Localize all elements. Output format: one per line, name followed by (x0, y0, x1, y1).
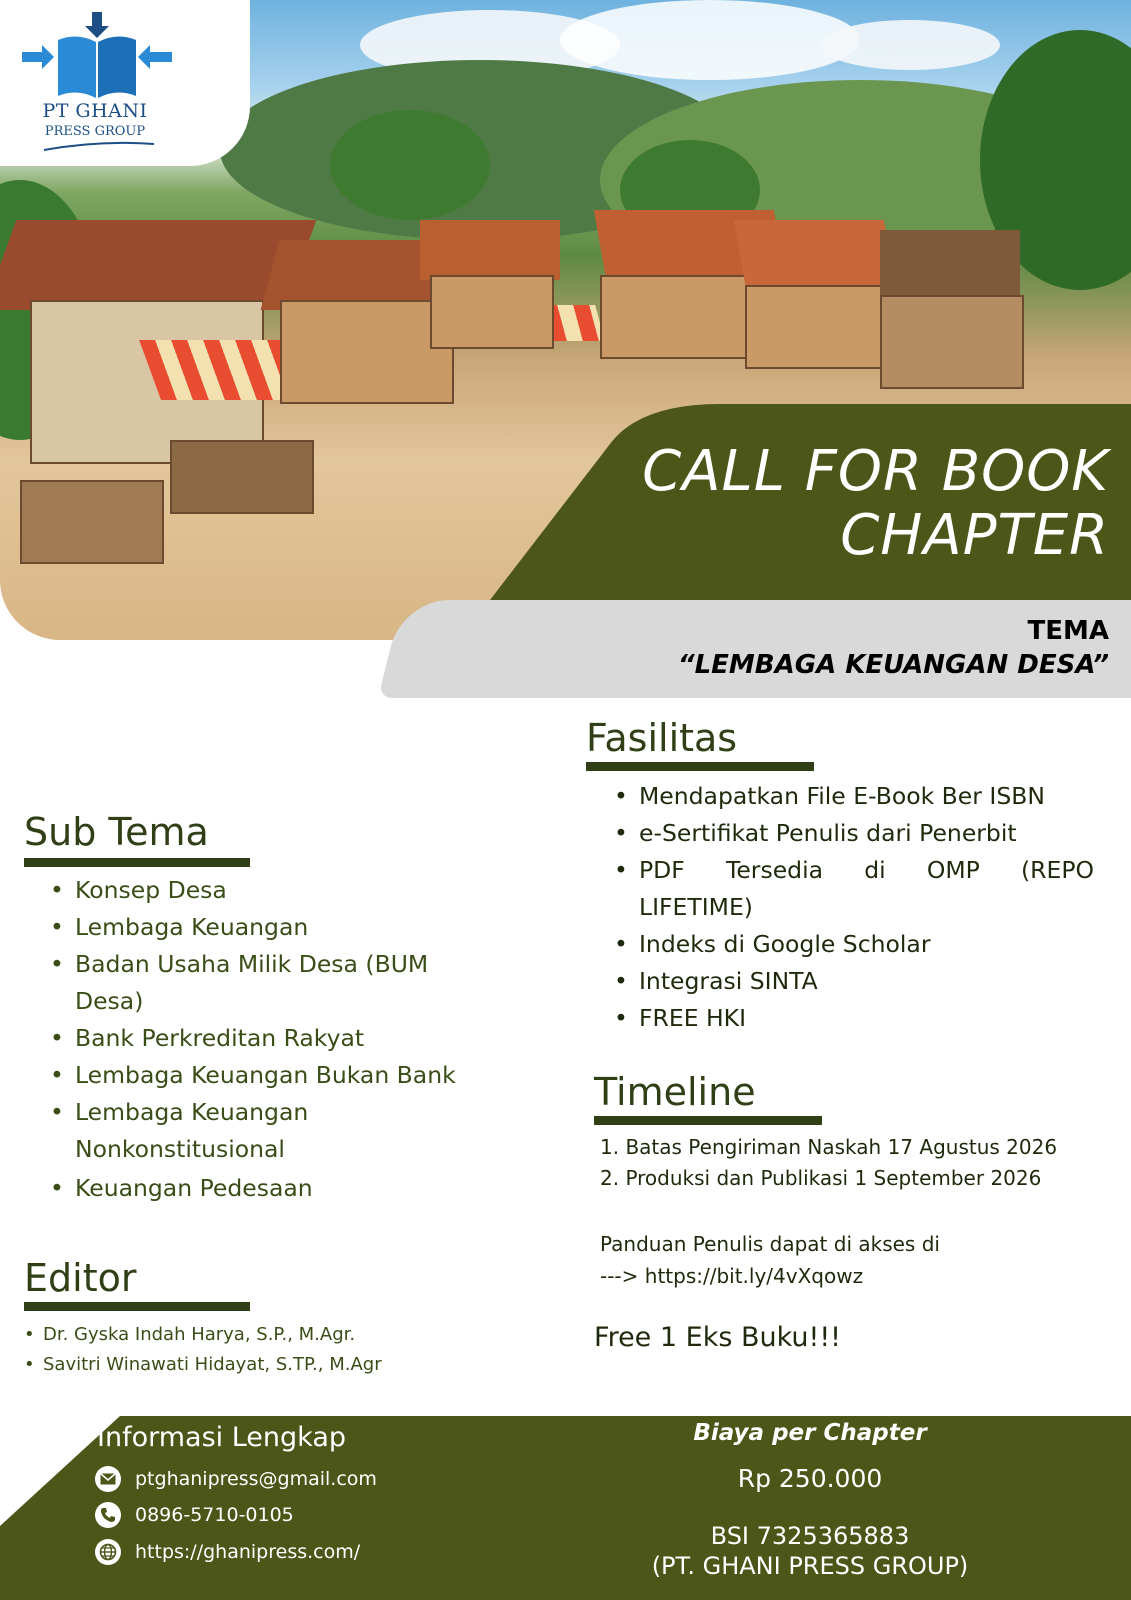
list-item: • e-Sertifikat Penulis dari Penerbit (614, 815, 1094, 852)
open-book-arrows-icon (22, 12, 172, 102)
timeline-underline (594, 1116, 822, 1125)
list-item: • Keuangan Pedesaan (50, 1170, 490, 1207)
list-item: • Mendapatkan File E-Book Ber ISBN (614, 778, 1094, 815)
list-item: • Lembaga Keuangan Bukan Bank (50, 1057, 490, 1094)
fasilitas-heading: Fasilitas (586, 716, 738, 760)
tema-pill (378, 600, 1131, 698)
bank-account: BSI 7325365883 (710, 1522, 910, 1550)
contact-phone[interactable] (95, 1500, 294, 1530)
timeline-item: 1. Batas Pengiriman Naskah 17 Agustus 2026 (600, 1135, 1058, 1159)
tema-value: “LEMBAGA KEUANGAN DESA” (677, 650, 1109, 680)
bank-account-holder: (PT. GHANI PRESS GROUP) (651, 1552, 969, 1580)
list-item: • Lembaga Keuangan Nonkonstitusional (50, 1094, 490, 1168)
list-item: • Indeks di Google Scholar (614, 926, 1094, 963)
free-book-note: Free 1 Eks Buku!!! (594, 1322, 842, 1353)
contact-phone-text: 0896-5710-0105 (135, 1504, 294, 1526)
info-title: Informasi Lengkap (97, 1422, 346, 1453)
sub-tema-list (50, 872, 490, 1207)
list-item: • Dr. Gyska Indah Harya, S.P., M.Agr. (24, 1320, 504, 1350)
fasilitas-list (614, 778, 1094, 1037)
editor-list (24, 1320, 504, 1380)
tema-label: TEMA (1027, 616, 1109, 646)
list-item: • Bank Perkreditan Rakyat (50, 1020, 490, 1057)
contact-email-text: ptghanipress@gmail.com (135, 1468, 377, 1490)
editor-underline (24, 1302, 250, 1311)
list-item: • Lembaga Keuangan (50, 909, 490, 946)
contact-email[interactable] (95, 1464, 377, 1494)
contact-website-text: https://ghanipress.com/ (135, 1541, 361, 1563)
title-line1: CALL FOR BOOK (642, 439, 1109, 504)
fasilitas-underline (586, 762, 814, 771)
list-item: • Integrasi SINTA (614, 963, 1094, 1000)
biaya-value: Rp 250.000 (737, 1464, 883, 1493)
logo-name-line1: PT GHANI (42, 100, 148, 122)
timeline-heading: Timeline (594, 1070, 756, 1114)
timeline-list (600, 1132, 1057, 1194)
mail-icon (95, 1466, 121, 1492)
poster-title (642, 440, 1109, 568)
biaya-label: Biaya per Chapter (693, 1420, 927, 1446)
list-item: • PDF Tersedia di OMP (REPO LIFETIME) (614, 852, 1094, 926)
editor-heading: Editor (24, 1256, 137, 1300)
list-item: • Badan Usaha Milik Desa (BUM Desa) (50, 946, 490, 1020)
timeline-item: 2. Produksi dan Publikasi 1 September 2026 (600, 1166, 1042, 1190)
list-item: • Konsep Desa (50, 872, 490, 909)
title-line2: CHAPTER (840, 503, 1109, 568)
panduan-text: Panduan Penulis dapat di akses di (600, 1232, 940, 1256)
phone-icon (95, 1502, 121, 1528)
contact-website[interactable] (95, 1537, 360, 1567)
list-item: • Savitri Winawati Hidayat, S.TP., M.Agr (24, 1350, 504, 1380)
sub-tema-heading: Sub Tema (24, 810, 209, 854)
list-item: • FREE HKI (614, 1000, 1094, 1037)
panduan-link[interactable]: ---> https://bit.ly/4vXqowz (600, 1264, 864, 1288)
globe-icon (95, 1539, 121, 1565)
logo-card (0, 0, 250, 166)
logo-swoosh (44, 138, 154, 154)
logo-name-line2: PRESS GROUP (44, 124, 146, 139)
panduan-note (600, 1228, 940, 1292)
sub-tema-underline (24, 858, 250, 867)
